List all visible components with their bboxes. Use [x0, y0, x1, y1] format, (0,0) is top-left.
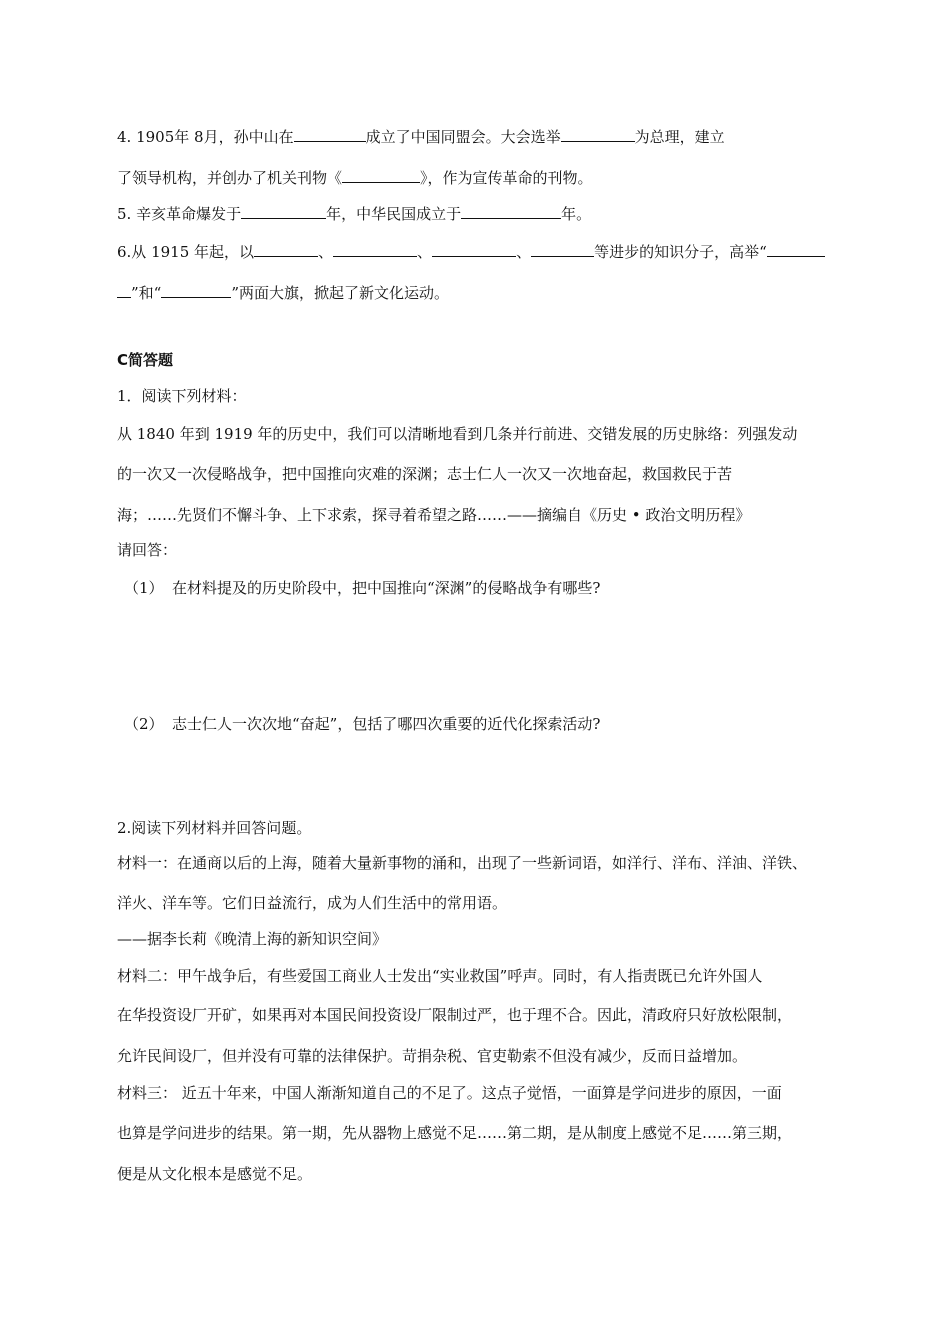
q6-text-3: ”和“: [131, 284, 162, 302]
sa2-material-1-source: ——据李长莉《晚清上海的新知识空间》: [117, 930, 388, 948]
sa2-material-1-line-2: 洋火、洋车等。它们日益流行，成为人们生活中的常用语。: [117, 894, 508, 912]
q4-text-2: 成立了中国同盟会。大会选举: [365, 128, 561, 146]
blank: [561, 127, 635, 142]
sa1-ask: 请回答：: [117, 541, 178, 559]
q4-text-1: 4. 1905年 8月，孙中山在: [117, 128, 294, 146]
blank: [161, 283, 231, 298]
question-6-line-2: [117, 283, 449, 303]
section-c-heading: C简答题: [117, 351, 174, 369]
sa1-intro: 1．阅读下列材料：: [117, 387, 247, 405]
question-5: [117, 204, 591, 224]
separator: 、: [516, 243, 532, 261]
q4-text-3: 为总理，建立: [634, 128, 725, 146]
blank: [767, 242, 825, 257]
separator: 、: [417, 243, 433, 261]
sa1-material-line-2: 的一次又一次侵略战争，把中国推向灾难的深渊；志士仁人一次又一次地奋起，救国救民于苦: [117, 465, 733, 483]
q4-text-4: 了领导机构，并创办了机关刊物《: [117, 169, 343, 187]
blank: [117, 283, 131, 298]
sa2-intro: 2.阅读下列材料并回答问题。: [117, 819, 312, 837]
sa1-q1-number: （1）: [124, 579, 164, 597]
sa2-material-3-line-1: 材料三： 近五十年来，中国人渐渐知道自己的不足了。这点子觉悟，一面算是学问进步的原因，一面: [117, 1084, 782, 1102]
sa1-material-line-1: 从 1840 年到 1919 年的历史中，我们可以清晰地看到几条并行前进、交错发展的历史脉络：列强发动: [117, 425, 798, 443]
sa1-q1-text: 在材料提及的历史阶段中，把中国推向“深渊”的侵略战争有哪些?: [172, 579, 601, 597]
q5-text-2: 年，中华民国成立于: [326, 205, 462, 223]
blank: [432, 242, 516, 257]
q5-text-3: 年。: [561, 205, 592, 223]
question-4-line-1: [117, 127, 725, 147]
sa2-material-2-line-3: 允许民间设厂，但并没有可靠的法律保护。苛捐杂税、官吏勒索不但没有减少，反而日益增加。: [117, 1047, 748, 1065]
sa1-q2-text: 志士仁人一次次地“奋起”，包括了哪四次重要的近代化探索活动?: [172, 715, 601, 733]
q4-text-5: 》，作为宣传革命的刊物。: [420, 169, 593, 187]
blank: [294, 127, 366, 142]
sa1-material-line-3: 海；……先贤们不懈斗争、上下求索，探寻着希望之路……——摘编自《历史 • 政治文明历程》: [117, 506, 751, 524]
blank: [461, 204, 561, 219]
sa2-material-1-line-1: 材料一：在通商以后的上海，随着大量新事物的涌和，出现了一些新词语，如洋行、洋布、洋油、洋铁、: [117, 854, 808, 872]
sa2-material-2-line-1: 材料二：甲午战争后，有些爱国工商业人士发出“实业救国”呼声。同时，有人指责既已允许外国人: [117, 967, 763, 985]
sa2-material-3-line-2: 也算是学问进步的结果。第一期，先从器物上感觉不足……第二期，是从制度上感觉不足……第三期，: [117, 1124, 793, 1142]
blank: [531, 242, 594, 257]
q6-text-4: ”两面大旗，掀起了新文化运动。: [231, 284, 450, 302]
q6-text-1: 6.从 1915 年起，以: [117, 243, 255, 261]
blank: [333, 242, 417, 257]
question-6-line-1: [117, 242, 825, 262]
blank: [241, 204, 326, 219]
sa1-q2-number: （2）: [124, 715, 164, 733]
question-4-line-2: [117, 168, 593, 188]
separator: 、: [318, 243, 334, 261]
sa2-material-3-line-3: 便是从文化根本是感觉不足。: [117, 1165, 313, 1183]
blank: [254, 242, 318, 257]
sa2-material-2-line-2: 在华投资设厂开矿，如果再对本国民间投资设厂限制过严，也于理不合。因此，清政府只好放松限制，: [117, 1006, 793, 1024]
q5-text-1: 5. 辛亥革命爆发于: [117, 205, 242, 223]
blank: [342, 168, 420, 183]
q6-text-2: 等进步的知识分子，高举“: [594, 243, 767, 261]
